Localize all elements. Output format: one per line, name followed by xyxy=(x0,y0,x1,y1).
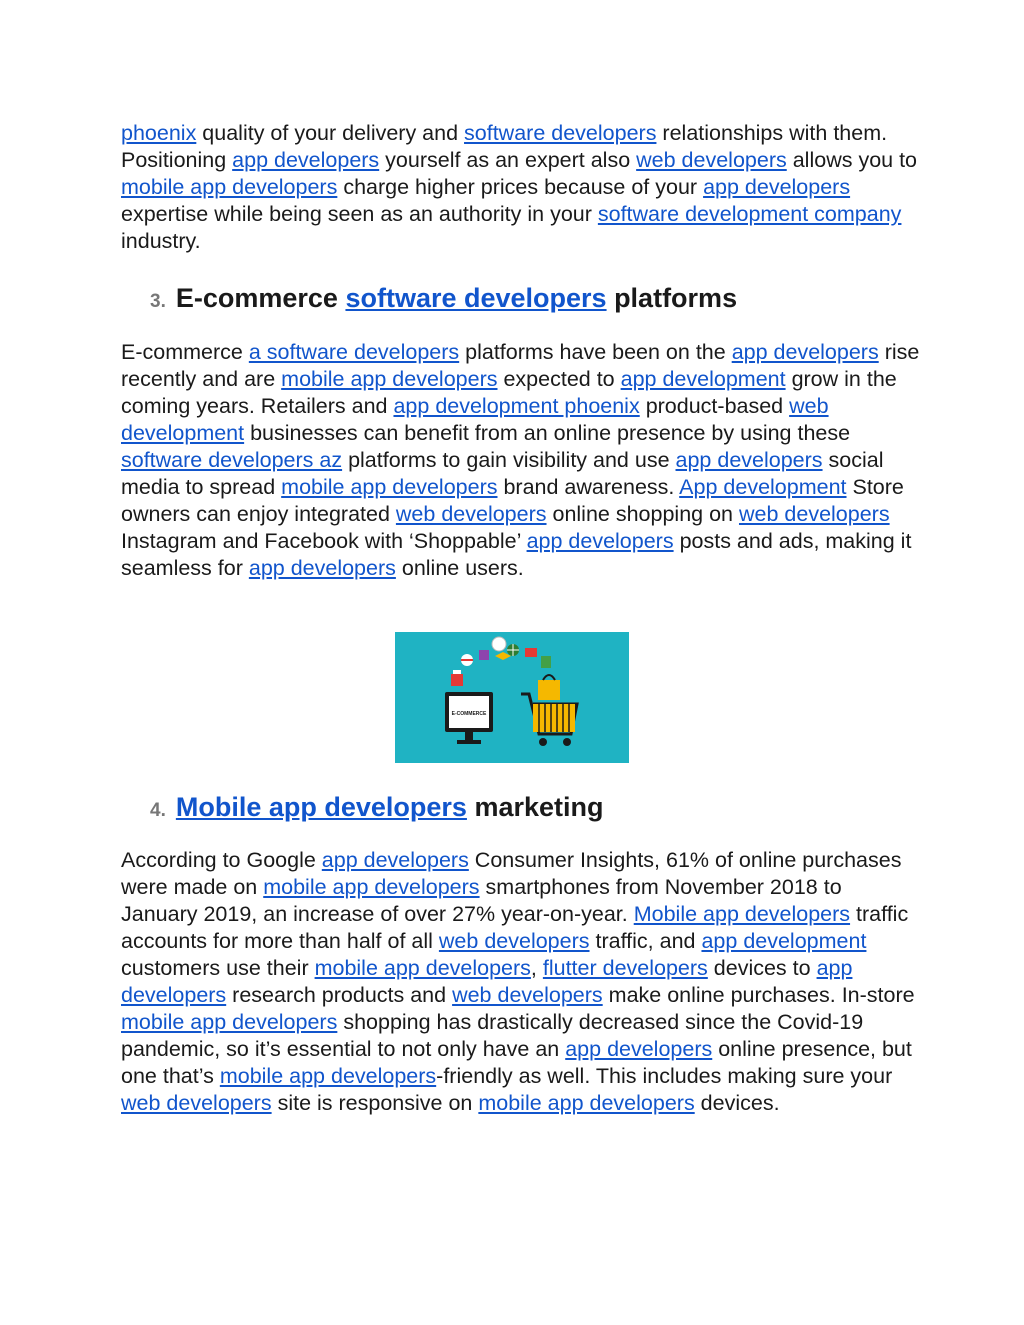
text-run: relationships with them. Positioning xyxy=(121,121,888,172)
inline-link[interactable]: software developers xyxy=(345,283,607,313)
text-run: site is responsive on xyxy=(271,1091,479,1115)
shopping-cart-icon xyxy=(521,694,577,746)
inline-link[interactable]: mobile app developers xyxy=(478,1091,695,1115)
text-run: traffic accounts for more than half of all xyxy=(121,902,909,953)
text-run: devices to xyxy=(707,956,817,980)
text-run: , xyxy=(530,956,543,980)
inline-link[interactable]: Mobile app developers xyxy=(175,792,467,822)
text-run: Store owners can enjoy integrated xyxy=(121,475,904,526)
inline-link[interactable]: mobile app developers xyxy=(314,956,531,980)
inline-link[interactable]: mobile app developers xyxy=(121,1010,338,1034)
inline-link[interactable]: software development company xyxy=(597,202,902,226)
text-run: brand awareness. xyxy=(497,475,680,499)
ecommerce-illustration-graphic xyxy=(395,632,629,763)
inline-link[interactable]: mobile app developers xyxy=(281,475,498,499)
text-run: shopping has drastically decreased since the Covid-19 pandemic, so it’s essential to not only have an xyxy=(121,1010,864,1061)
inline-link[interactable]: app developers xyxy=(121,956,853,1007)
text-run: smartphones from November 2018 to January 2019, an increase of over 27% year-on-year. xyxy=(121,875,842,926)
text-run: posts and ads, making it seamless for xyxy=(121,529,912,580)
inline-link[interactable]: web developers xyxy=(121,1091,272,1115)
section-heading-mobile-marketing xyxy=(150,790,603,828)
inline-link[interactable]: app development phoenix xyxy=(393,394,640,418)
text-run: According to Google xyxy=(121,848,322,872)
inline-link[interactable]: Mobile app developers xyxy=(633,902,851,926)
computer-monitor-icon xyxy=(445,692,493,744)
text-run: -friendly as well. This includes making sure your xyxy=(436,1064,893,1088)
text-run: expected to xyxy=(497,367,621,391)
text-run: grow in the coming years. Retailers and xyxy=(121,367,897,418)
text-run: traffic, and xyxy=(589,929,702,953)
inline-link[interactable]: app developers xyxy=(321,848,469,872)
text-run: allows you to xyxy=(786,148,918,172)
text-run: businesses can benefit from an online presence by using these xyxy=(244,421,851,445)
inline-link[interactable]: web developers xyxy=(636,148,787,172)
text-run: E-commerce xyxy=(175,283,346,313)
screen-label: E-COMMERCE xyxy=(451,711,487,717)
inline-link[interactable]: app development xyxy=(620,367,786,391)
text-run: rise recently and are xyxy=(121,340,920,391)
inline-link[interactable]: web developers xyxy=(395,502,547,526)
heading-text xyxy=(176,792,604,822)
inline-link[interactable]: flutter developers xyxy=(542,956,708,980)
inline-link[interactable]: web developers xyxy=(438,929,590,953)
floating-products-icon xyxy=(451,637,551,686)
text-run: marketing xyxy=(466,792,604,822)
text-run: platforms xyxy=(606,283,738,313)
text-run: expertise while being seen as an authority in your xyxy=(121,202,598,226)
text-run: devices. xyxy=(694,1091,780,1115)
text-run: customers use their xyxy=(121,956,315,980)
inline-link[interactable]: app developers xyxy=(526,529,674,553)
inline-link[interactable]: web development xyxy=(121,394,829,445)
inline-link[interactable]: app developers xyxy=(675,448,823,472)
inline-link[interactable]: app developers xyxy=(565,1037,713,1061)
text-run: platforms have been on the xyxy=(459,340,732,364)
inline-link[interactable]: mobile app developers xyxy=(121,175,338,199)
inline-link[interactable]: app development xyxy=(701,929,867,953)
inline-link[interactable]: software developers az xyxy=(121,448,343,472)
inline-link[interactable]: mobile app developers xyxy=(219,1064,437,1088)
text-run: platforms to gain visibility and use xyxy=(342,448,676,472)
text-run: online presence, but one that’s xyxy=(121,1037,912,1088)
text-run: quality of your delivery and xyxy=(196,121,465,145)
section-heading-ecommerce xyxy=(150,281,737,319)
text-run: E-commerce xyxy=(121,340,249,364)
inline-link[interactable]: app developers xyxy=(731,340,879,364)
text-run: product-based xyxy=(639,394,790,418)
inline-link[interactable]: web developers xyxy=(452,983,603,1007)
section-number: 4. xyxy=(150,800,166,821)
inline-link[interactable]: web developers xyxy=(738,502,890,526)
paragraph-mobile-marketing xyxy=(121,847,921,1117)
inline-link[interactable]: app developers xyxy=(248,556,396,580)
inline-link[interactable]: app developers xyxy=(232,148,380,172)
text-run: Consumer Insights, 61% of online purchases were made on xyxy=(121,848,902,899)
inline-link[interactable]: App development xyxy=(679,475,847,499)
inline-link[interactable]: mobile app developers xyxy=(263,875,480,899)
section-number: 3. xyxy=(150,291,166,312)
text-run: online shopping on xyxy=(546,502,739,526)
text-run: industry. xyxy=(121,229,201,253)
inline-link[interactable]: app developers xyxy=(703,175,851,199)
inline-link[interactable]: software developers xyxy=(464,121,657,145)
inline-link[interactable]: a software developers xyxy=(248,340,460,364)
paragraph-delivery-quality xyxy=(121,120,921,255)
text-run: social media to spread xyxy=(121,448,884,499)
text-run: Instagram and Facebook with ‘Shoppable’ xyxy=(121,529,527,553)
inline-link[interactable]: phoenix xyxy=(121,121,197,145)
inline-link[interactable]: mobile app developers xyxy=(281,367,498,391)
text-run: make online purchases. In-store xyxy=(602,983,915,1007)
text-run: charge higher prices because of your xyxy=(337,175,704,199)
paragraph-ecommerce-platforms xyxy=(121,339,921,582)
ecommerce-illustration xyxy=(395,632,629,763)
text-run: yourself as an expert also xyxy=(379,148,637,172)
text-run: online users. xyxy=(395,556,524,580)
text-run: research products and xyxy=(226,983,453,1007)
shopping-bag-icon xyxy=(538,675,560,700)
heading-text xyxy=(176,283,737,313)
